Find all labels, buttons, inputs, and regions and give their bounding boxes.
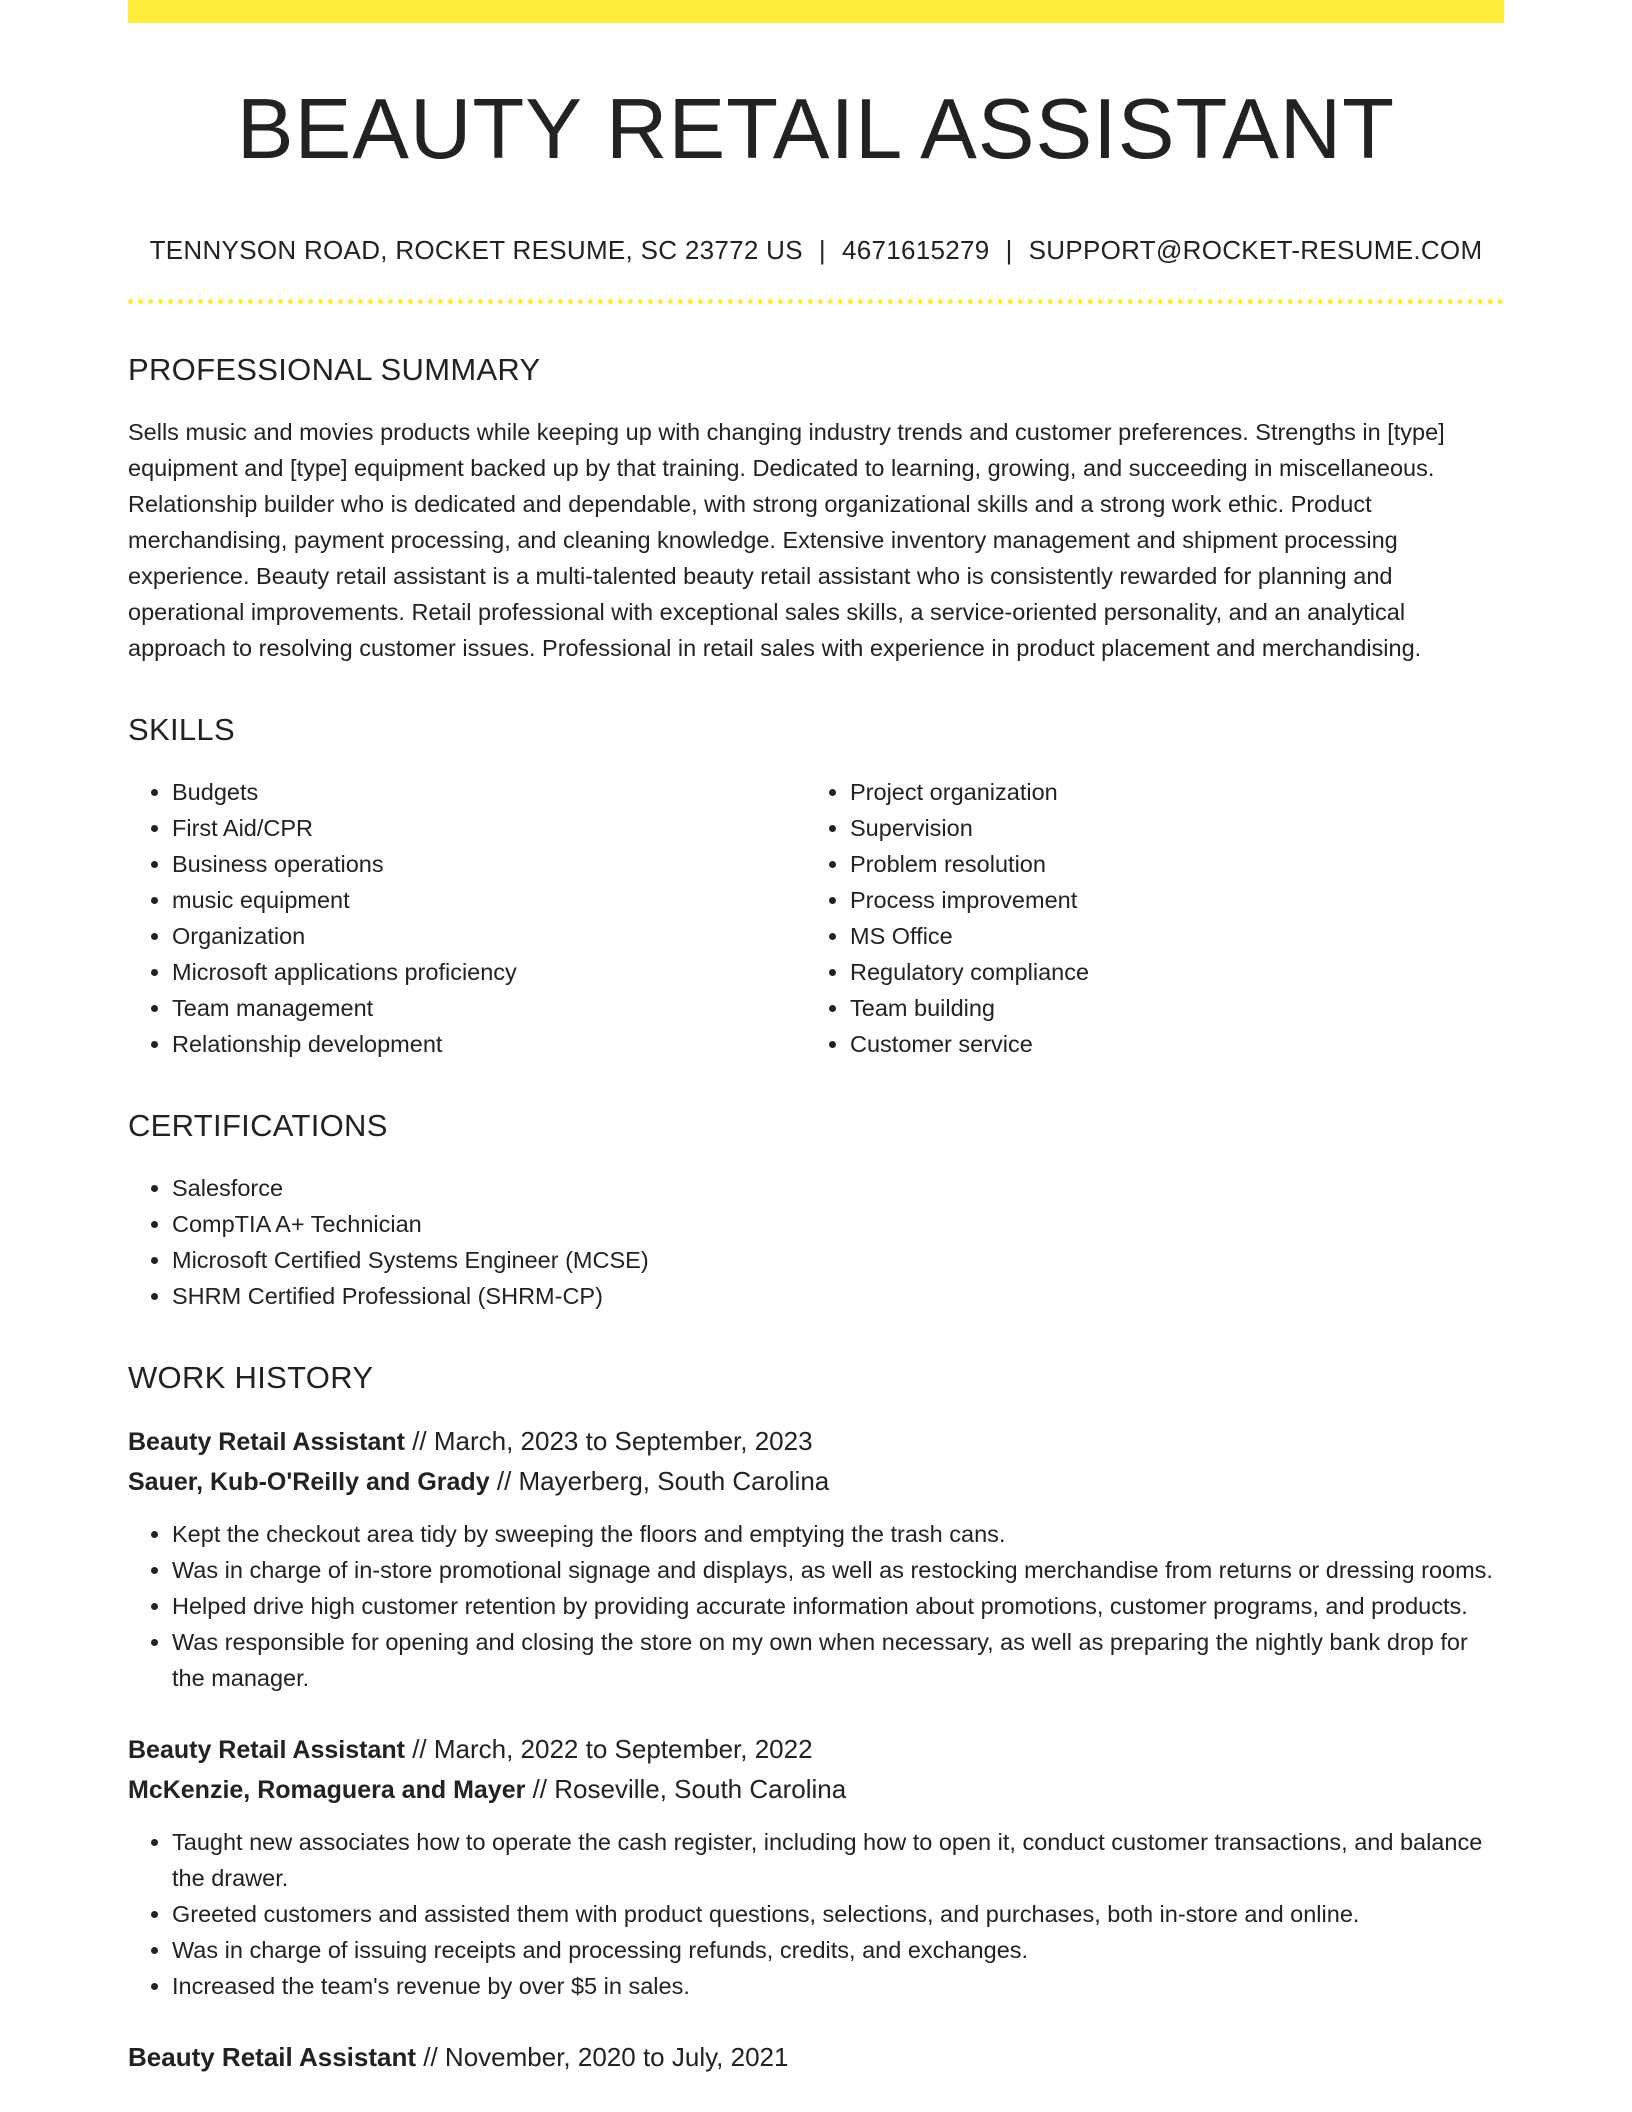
contact-address: TENNYSON ROAD, ROCKET RESUME, SC 23772 US: [149, 234, 803, 265]
dotted-divider: [128, 299, 1504, 304]
job-company-line: [128, 1462, 1504, 1502]
resume-title: BEAUTY RETAIL ASSISTANT: [236, 82, 1396, 177]
certification-item: • SHRM Certified Professional (SHRM-CP): [172, 1278, 1504, 1314]
contact-phone: 4671615279: [841, 234, 990, 265]
contact-line: [128, 235, 1504, 266]
job-bullet: • Increased the team's revenue by over $5 in sales.: [172, 1968, 1504, 2004]
job-bullet: • Helped drive high customer retention by providing accurate information about promotions, customer programs, and products.: [172, 1588, 1504, 1624]
skill-item: • Customer service: [850, 1026, 1490, 1062]
skills-list-right: [806, 774, 1490, 1062]
skill-item: • Project organization: [850, 774, 1490, 810]
skill-item: • MS Office: [850, 918, 1490, 954]
job-bullets: [128, 1516, 1504, 1696]
summary-heading: PROFESSIONAL SUMMARY: [128, 351, 541, 387]
job-dates: // March, 2022 to September, 2022: [412, 1733, 813, 1764]
skill-item: • Team management: [172, 990, 806, 1026]
skill-item: • Organization: [172, 918, 806, 954]
skill-item: • Relationship development: [172, 1026, 806, 1062]
job-bullet: • Taught new associates how to operate the cash register, including how to open it, conduct customer transactions, and balance the drawer.: [172, 1824, 1504, 1896]
job-bullets: [128, 1824, 1504, 2004]
job-entry: [128, 1730, 1504, 2004]
job-company-line: [128, 1770, 1504, 1810]
job-title-line: [128, 1730, 1504, 1770]
job-location: // Roseville, South Carolina: [532, 1773, 847, 1804]
job-bullet: • Kept the checkout area tidy by sweeping the floors and emptying the trash cans.: [172, 1516, 1504, 1552]
skills-columns: [128, 774, 1504, 1062]
skill-item: • music equipment: [172, 882, 806, 918]
job-dates: // November, 2020 to July, 2021: [423, 2041, 789, 2072]
job-bullet: • Was in charge of issuing receipts and processing refunds, credits, and exchanges.: [172, 1932, 1504, 1968]
job-entry: [128, 1422, 1504, 1696]
skill-item: • Budgets: [172, 774, 806, 810]
contact-separator: |: [1005, 234, 1013, 265]
job-company: McKenzie, Romaguera and Mayer: [128, 1775, 526, 1804]
job-dates: // March, 2023 to September, 2023: [412, 1425, 813, 1456]
job-title: Beauty Retail Assistant: [128, 2041, 417, 2072]
contact-email: SUPPORT@ROCKET-RESUME.COM: [1028, 234, 1483, 265]
skill-item: • Supervision: [850, 810, 1490, 846]
skills-heading: SKILLS: [128, 711, 235, 747]
skill-item: • Team building: [850, 990, 1490, 1026]
skill-item: • First Aid/CPR: [172, 810, 806, 846]
skill-item: • Process improvement: [850, 882, 1490, 918]
skill-item: • Business operations: [172, 846, 806, 882]
work-history-heading: WORK HISTORY: [128, 1359, 374, 1395]
job-location: // Mayerberg, South Carolina: [496, 1465, 830, 1496]
skills-list-left: [128, 774, 806, 1062]
skill-item: • Problem resolution: [850, 846, 1490, 882]
certifications-list: [128, 1170, 1504, 1314]
job-bullet: • Was in charge of in-store promotional signage and displays, as well as restocking merchandise from returns or dressing rooms.: [172, 1552, 1504, 1588]
job-bullet: • Was responsible for opening and closing the store on my own when necessary, as well as preparing the nightly bank drop for the manager.: [172, 1624, 1504, 1696]
skill-item: • Microsoft applications proficiency: [172, 954, 806, 990]
certification-item: • Salesforce: [172, 1170, 1504, 1206]
job-title-line: [128, 1422, 1504, 1462]
certification-item: • CompTIA A+ Technician: [172, 1206, 1504, 1242]
accent-top-bar: [128, 0, 1504, 23]
contact-separator: |: [818, 234, 826, 265]
job-title-line-partial: [128, 2038, 1504, 2077]
skill-item: • Regulatory compliance: [850, 954, 1490, 990]
certification-item: • Microsoft Certified Systems Engineer (MCSE): [172, 1242, 1504, 1278]
job-title: Beauty Retail Assistant: [128, 1427, 405, 1456]
resume-page: [128, 0, 1504, 2077]
summary-text: Sells music and movies products while keeping up with changing industry trends and customer preferences. Strengths in [type] equipment and [type] equipment backed up by that training. Dedicated to learning, growing, and succeeding in miscellaneous. Relationship builder who is dedicated and dependable, with strong organizational skills and a strong work ethic. Product merchandising, payment processing, and cleaning knowledge. Extensive inventory management and shipment processing experience. Beauty retail assistant is a multi-talented beauty retail assistant who is consistently rewarded for planning and operational improvements. Retail professional with exceptional sales skills, a service-oriented personality, and an analytical approach to resolving customer issues. Professional in retail sales with experience in product placement and merchandising.: [128, 418, 1445, 661]
job-bullet: • Greeted customers and assisted them with product questions, selections, and purchases, both in-store and online.: [172, 1896, 1504, 1932]
job-company: Sauer, Kub-O'Reilly and Grady: [128, 1467, 490, 1496]
certifications-heading: CERTIFICATIONS: [128, 1107, 388, 1143]
job-title: Beauty Retail Assistant: [128, 1735, 405, 1764]
